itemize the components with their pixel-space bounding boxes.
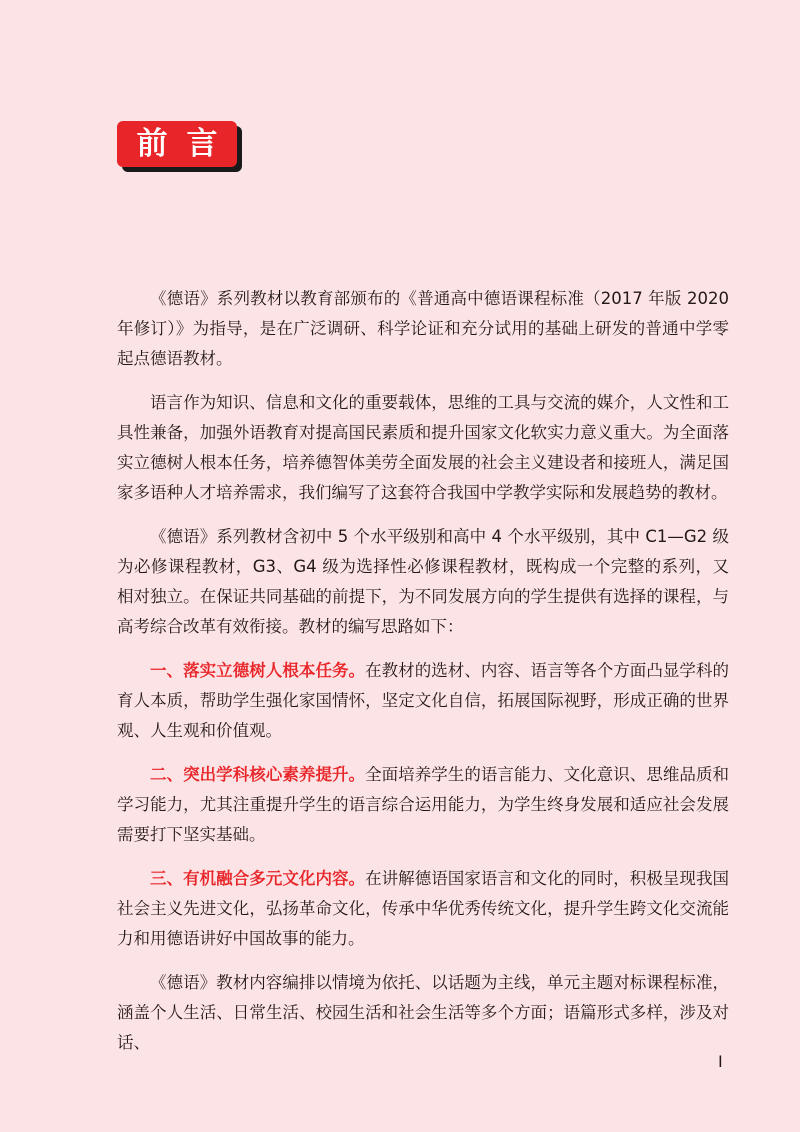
paragraph-text: 《德语》教材内容编排以情境为依托、以话题为主线，单元主题对标课程标准，涵盖个人生活、日常生活、校园生活和社会生活等多个方面；语篇形式多样，涉及对话、 xyxy=(117,973,729,1052)
paragraph-text: 在教材的选材、内容、语言等各个方面凸显学科的育人本质，帮助学生强化家国情怀，坚定文化自信，拓展国际视野，形成正确的世界观、人生观和价值观。 xyxy=(117,661,730,740)
paragraph xyxy=(117,284,729,374)
paragraph-text: 全面培养学生的语言能力、文化意识、思维品质和学习能力，尤其注重提升学生的语言综合运用能力，为学生终身发展和适应社会发展需要打下坚实基础。 xyxy=(117,765,730,844)
page-number: I xyxy=(718,1052,723,1071)
principle-title: 三、有机融合多元文化内容。 xyxy=(150,869,366,888)
paragraph-principle-1 xyxy=(117,656,729,746)
preface-body xyxy=(117,284,729,1072)
principle-title: 一、落实立德树人根本任务。 xyxy=(150,661,366,680)
paragraph xyxy=(117,388,729,508)
paragraph-text: 在讲解德语国家语言和文化的同时，积极呈现我国社会主义先进文化，弘扬革命文化，传承中华优秀传统文化，提升学生跨文化交流能力和用德语讲好中国故事的能力。 xyxy=(117,869,730,948)
paragraph-text: 《德语》系列教材含初中 5 个水平级别和高中 4 个水平级别，其中 C1—G2 级为必修课程教材，G3、G4 级为选择性必修课程教材，既构成一个完整的系列，又相对独立。在保证共同基础的前提下，为不同发展方向的学生提供有选择的课程，与高考综合改革有效衔接。教材的编写思路如下： xyxy=(117,527,729,636)
paragraph xyxy=(117,522,729,642)
paragraph-principle-2 xyxy=(117,760,729,850)
heading-title: 前言 xyxy=(117,121,237,167)
paragraph-text: 《德语》系列教材以教育部颁布的《普通高中德语课程标准（2017 年版 2020 年修订）》为指导，是在广泛调研、科学论证和充分试用的基础上研发的普通中学零起点德语教材。 xyxy=(117,289,729,368)
section-heading xyxy=(117,121,241,173)
principle-title: 二、突出学科核心素养提升。 xyxy=(150,765,366,784)
paragraph-principle-3 xyxy=(117,864,729,954)
paragraph-text: 语言作为知识、信息和文化的重要载体，思维的工具与交流的媒介，人文性和工具性兼备，加强外语教育对提高国民素质和提升国家文化软实力意义重大。为全面落实立德树人根本任务，培养德智体美劳全面发展的社会主义建设者和接班人，满足国家多语种人才培养需求，我们编写了这套符合我国中学教学实际和发展趋势的教材。 xyxy=(117,393,729,502)
paragraph xyxy=(117,968,729,1058)
